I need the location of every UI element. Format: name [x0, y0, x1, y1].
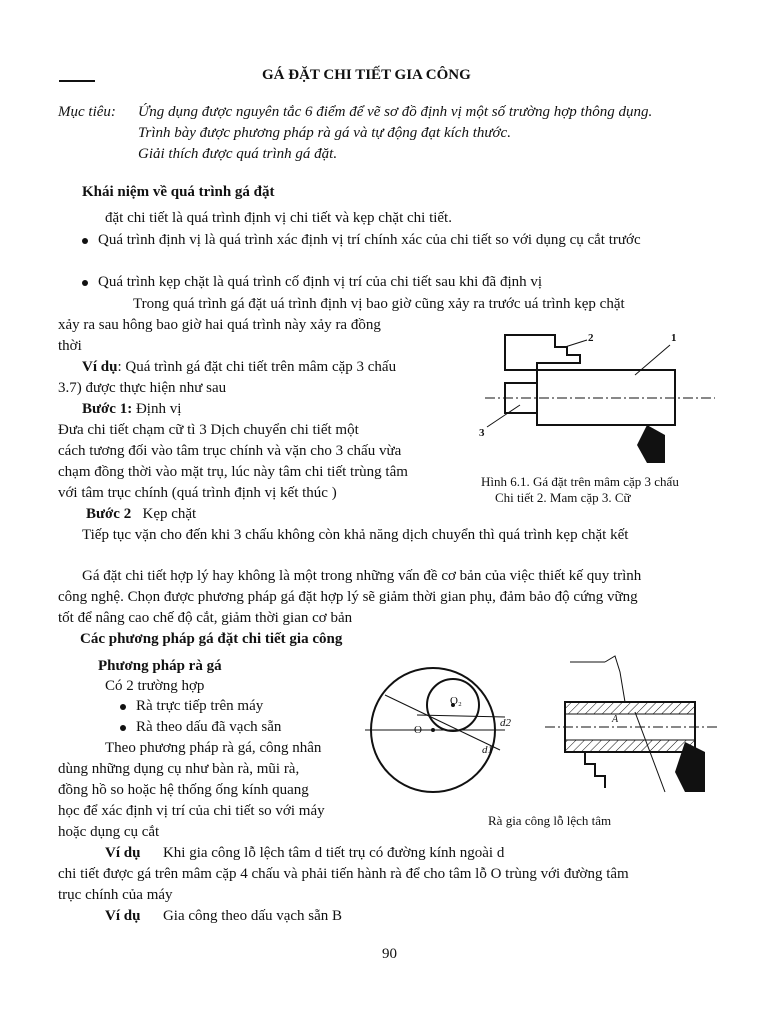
figure-label: A [612, 714, 619, 725]
paragraph-line: Trong quá trình gá đặt uá trình định vị bao giờ cũng xảy ra trước uá trình kẹp chặt [133, 296, 625, 312]
step2-line: Tiếp tục vặn cho đến khi 3 chấu không còn khả năng dịch chuyển thì quá trình kẹp chặt kết [82, 527, 629, 543]
step1 [82, 400, 181, 420]
paragraph-line: Gá đặt chi tiết hợp lý hay không là một trong những vấn đề cơ bản của việc thiết kế quy trình [82, 568, 642, 584]
paragraph-line: thời [58, 338, 82, 354]
bullet-text: Quá trình kẹp chặt là quá trình cố định vị trí của chi tiết sau khi đã định vị [98, 274, 543, 290]
sub-heading: Phương pháp rà gá [98, 658, 222, 674]
bullet-icon [82, 238, 88, 244]
center-point [431, 728, 435, 732]
paragraph-line: đồng hồ so hoặc hệ thống ống kính quang [58, 782, 309, 798]
figure-label: O [414, 724, 422, 736]
objectives-label: Mục tiêu: [58, 104, 116, 120]
eccentric-boring-figure [545, 652, 725, 802]
cases-intro: Có 2 trường hợp [105, 678, 205, 694]
figure-label: 2 [588, 332, 594, 344]
objective-line: Giải thích được quá trình gá đặt. [138, 146, 338, 162]
cutting-tool-shape [637, 425, 665, 463]
paragraph-line: Theo phương pháp rà gá, công nhân [105, 740, 322, 756]
step1-text: Định vị [135, 401, 182, 417]
example-line [82, 358, 396, 378]
paragraph-line: công nghệ. Chọn được phương pháp gá đặt hợp lý sẽ giảm thời gian phụ, đảm bảo độ cứng vững [58, 589, 638, 605]
example-label: Ví dụ [105, 845, 141, 861]
step1-line: Đưa chi tiết chạm cữ tì 3 Dịch chuyển chi tiết một [58, 422, 359, 438]
example-line [105, 907, 342, 927]
figure-label: 1 [671, 332, 677, 344]
paragraph-line: tốt để nâng cao chế độ cắt, giảm thời gian cơ bản [58, 610, 353, 626]
leader-line [487, 405, 520, 427]
chuck-figure [475, 325, 725, 465]
example-line: chi tiết được gá trên mâm cặp 4 chấu và phải tiến hành rà để cho tâm lỗ O trùng với đường tâm [58, 866, 629, 882]
chuck-outline [605, 656, 625, 702]
paragraph-line: hoặc dụng cụ cắt [58, 824, 160, 840]
case-item [120, 697, 263, 717]
case-text: Rà theo dấu đã vạch sẵn [136, 719, 282, 735]
paragraph-line: học để xác định vị trí của chi tiết so với máy [58, 803, 325, 819]
figure-label: d2 [500, 717, 511, 729]
section-heading: Các phương pháp gá đặt chi tiết gia công [80, 631, 343, 647]
tube-top-wall [565, 702, 695, 714]
step2-text: Kẹp chặt [142, 506, 197, 522]
example-text: : Quá trình gá đặt chi tiết trên mâm cặp 3 chấu [117, 359, 397, 375]
figure-label: 3 [479, 427, 485, 439]
jaw-step-shape [585, 752, 605, 788]
example-label: Ví dụ [82, 359, 118, 375]
objective-line: Trình bày được phương pháp rà gá và tự động đạt kích thước. [138, 125, 511, 141]
figure-caption: Rà gia công lỗ lệch tâm [488, 813, 612, 828]
example-line-2: 3.7) được thực hiện như sau [58, 380, 227, 396]
step1-line: chạm đồng thời vào mặt trụ, lúc này tâm chi tiết trùng tâm [58, 464, 408, 480]
objective-line: Ứng dụng được nguyên tắc 6 điểm để vẽ sơ đồ định vị một số trường hợp thông dụng. [138, 104, 653, 120]
step1-line: cách tương đối vào tâm trục chính và vặn cho 3 chấu vừa [58, 443, 402, 459]
tube-bottom-wall [565, 740, 695, 752]
case-text: Rà trực tiếp trên máy [136, 698, 264, 714]
example-line: trục chính của máy [58, 887, 173, 903]
paragraph-line: dùng những dụng cụ như bàn rà, mũi rà, [58, 761, 300, 777]
section-heading: Khái niệm về quá trình gá đặt [82, 184, 275, 200]
example-line [105, 844, 504, 864]
figure-label: O₂ [450, 695, 462, 707]
leader-line [565, 340, 587, 347]
example-text: Khi gia công lỗ lệch tâm d tiết trụ có đường kính ngoài d [162, 845, 505, 861]
eccentric-circles-figure [365, 655, 525, 815]
bullet-icon [120, 704, 126, 710]
step1-label: Bước 1: [82, 401, 133, 417]
bullet-item [82, 231, 641, 251]
bullet-icon [82, 280, 88, 286]
bullet-item [82, 273, 542, 293]
figure-caption: Hình 6.1. Gá đặt trên mâm cặp 3 chấu [481, 474, 679, 489]
page-title: GÁ ĐẶT CHI TIẾT GIA CÔNG [262, 67, 471, 83]
step2 [86, 505, 196, 525]
header-rule [59, 80, 95, 82]
figure-label: d1 [482, 744, 493, 756]
chuck-jaw-shape [505, 335, 580, 370]
step1-line: với tâm trục chính (quá trình định vị kết thúc ) [58, 485, 337, 501]
intro-text: đặt chi tiết là quá trình định vị chi tiết và kẹp chặt chi tiết. [105, 210, 452, 226]
diameter-line [385, 695, 500, 750]
example-text: Gia công theo dấu vạch sẵn B [162, 908, 343, 924]
paragraph-line: xảy ra sau hông bao giờ hai quá trình này xảy ra đồng [58, 317, 381, 333]
figure-caption: Chi tiết 2. Mam cặp 3. Cữ [495, 490, 631, 505]
bullet-icon [120, 725, 126, 731]
example-label: Ví dụ [105, 908, 141, 924]
case-item [120, 718, 281, 738]
bullet-text: Quá trình định vị là quá trình xác định vị trí chính xác của chi tiết so với dụng cụ cắt trước [98, 232, 641, 248]
step2-label: Bước 2 [86, 506, 132, 522]
page-number: 90 [382, 946, 397, 962]
